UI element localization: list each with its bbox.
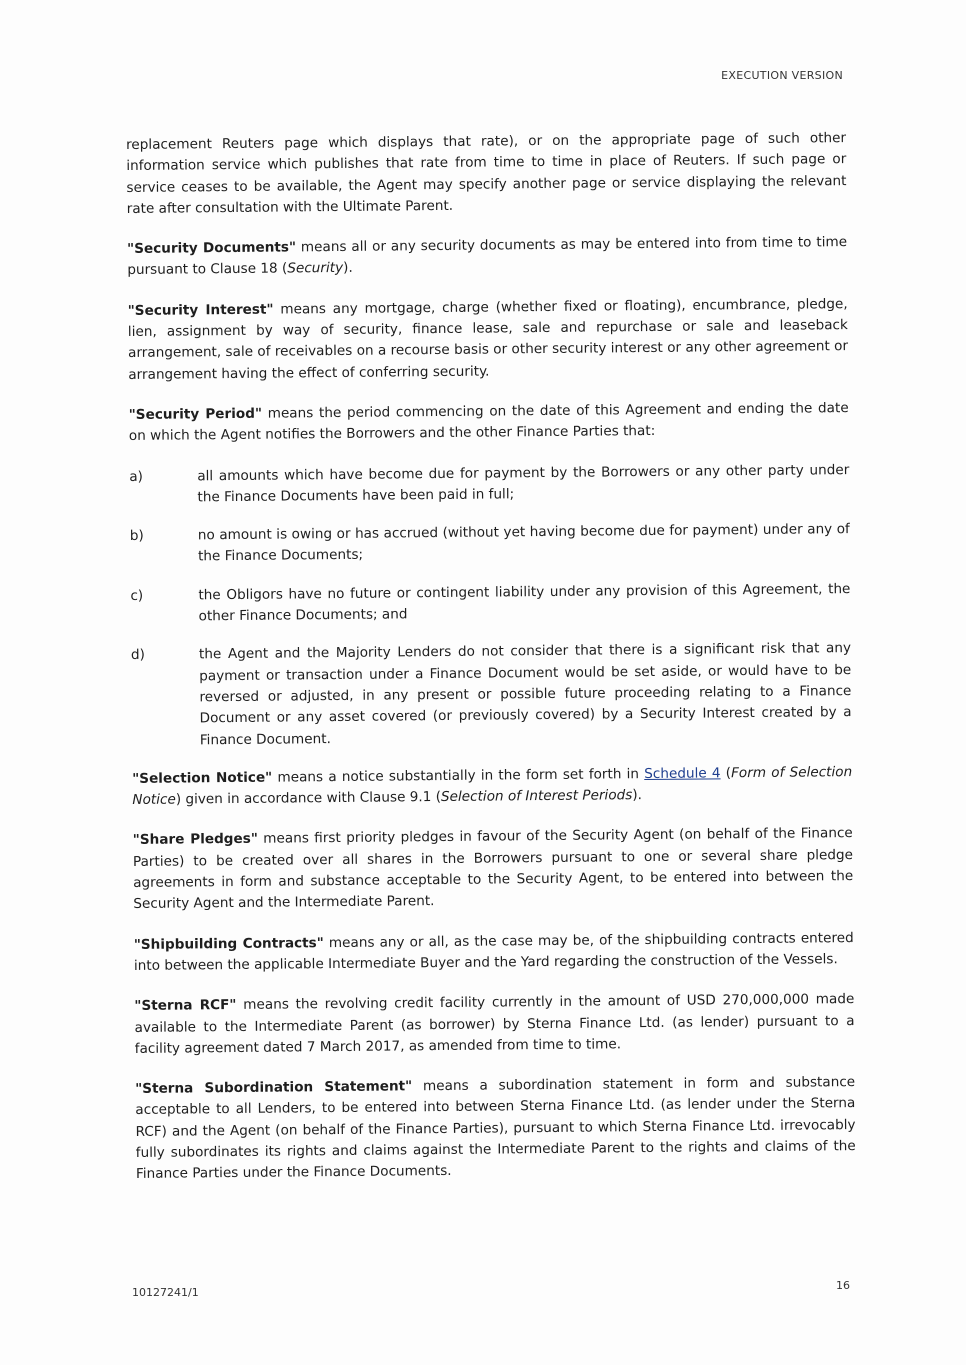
list-item-text: no amount is owing or has accrued (without yet having become due for payment) under any of the Finance Documents; [197, 521, 850, 565]
list-marker: b) [129, 528, 144, 545]
list-item [130, 519, 850, 569]
document-id: 10127241/1 [132, 1286, 199, 1299]
defined-term: "Shipbuilding Contracts" [133, 934, 324, 953]
list-item-text: the Agent and the Majority Lenders do not consider that there is a significant risk that any payment or transaction under a Finance Document would be set aside, or would have to be reversed or adjusted, in any present or possible future proceeding relating to a Finance Document or any asset covered (or previously covered) by a Security Interest created by a Finance Document. [198, 640, 852, 748]
definition-security-period [129, 398, 849, 448]
clause-reference: Form of Selection Notice [132, 763, 853, 809]
definition-text: means any or all, as the case may be, of the shipbuilding contracts entered into between the applicable Intermediate Buyer and the Yard regarding the construction of the Vessels. [133, 929, 854, 974]
defined-term: "Security Interest" [127, 301, 274, 319]
definition-shipbuilding-contracts [134, 928, 854, 978]
list-item-text: the Obligors have no future or contingent liability under any provision of this Agreement, the other Finance Documents; and [198, 580, 851, 625]
list-item [129, 460, 849, 510]
definition-text: ( [720, 765, 732, 782]
list-item-text: all amounts which have become due for payment by the Borrowers or any other party under the Finance Documents have been paid in full; [197, 461, 850, 506]
defined-term: "Selection Notice" [132, 769, 273, 787]
clause-reference: Selection of Interest Periods [440, 787, 633, 806]
definition-text: ). [632, 787, 643, 804]
definition-text: ). [343, 260, 353, 277]
list-marker: a) [129, 468, 143, 485]
definition-text: means the period commencing on the date of this Agreement and ending the date on which the Agent notifies the Borrowers and the other Finance Parties that: [128, 400, 849, 445]
document-body [126, 128, 856, 1204]
list-item [131, 638, 852, 751]
execution-version-label: EXECUTION VERSION [721, 69, 843, 82]
definition-sterna-subordination-statement [135, 1072, 856, 1185]
definition-text: means a notice substantially in the form set forth in [272, 765, 645, 786]
list-item [130, 579, 850, 629]
defined-term: "Sterna Subordination Statement" [135, 1078, 413, 1098]
defined-term: "Security Period" [128, 405, 263, 423]
definition-security-interest [128, 294, 849, 386]
defined-term: "Sterna RCF" [134, 997, 237, 1015]
clause-reference: Security [287, 260, 344, 277]
defined-term: "Security Documents" [127, 239, 297, 258]
defined-term: "Share Pledges" [132, 831, 258, 849]
schedule-4-link[interactable]: Schedule 4 [644, 765, 721, 782]
definition-text: ) given in accordance with Clause 9.1 ( [175, 789, 442, 808]
definition-selection-notice [132, 762, 852, 812]
page-number: 16 [836, 1279, 850, 1292]
definition-text: means the revolving credit facility currently in the amount of USD 270,000,000 made available to the Intermediate Parent (as borrower) by Sterna Finance Ltd. (as lender) pursuant to a facility agreement dated 7 March 2017, as amended from time to time. [134, 991, 855, 1057]
list-marker: c) [130, 587, 144, 604]
definition-sterna-rcf [134, 989, 855, 1060]
list-marker: d) [130, 647, 146, 664]
paragraph-continuation: replacement Reuters page which displays that rate), or on the appropriate page of such other information service which publishes that rate from time to time in place of Reuters. If such page or service ceases to be available, the Agent may specify another page or service displaying the relevant rate after consultation with the Ultimate Parent. [126, 130, 847, 217]
definition-text: means first priority pledges in favour of the Security Agent (on behalf of the Finance Parties) to be created over all shares in the Borrowers pursuant to one or several share pledge agreements in form and substance acceptable to the Security Agent, to be entered into between the Security Agent and the Intermediate Parent. [132, 825, 854, 913]
definition-security-documents [127, 232, 847, 282]
definition-text: means all or any security documents as may be entered into from time to time pursuant to Clause 18 ( [127, 234, 848, 279]
definition-text: means a subordination statement in form and substance acceptable to all Lenders, to be entered into between Sterna Finance Ltd. (as lender under the Sterna RCF) and the Agent (on behalf of the Finance Parties), pursuant to which Sterna Finance Ltd. irrevocably fully subordinates its rights and claims against the Intermediate Parent to the rights and claims of the Finance Parties under the Finance Documents. [135, 1074, 856, 1183]
definition-text: means any mortgage, charge (whether fixed or floating), encumbrance, pledge, lien, assignment by way of security, finance lease, sale and repurchase or sale and leaseback arrangement, sale of receivables on a recourse basis or other security interest or any other agreement or arrangement having the effect of conferring security. [127, 295, 849, 383]
definition-share-pledges [133, 823, 854, 915]
